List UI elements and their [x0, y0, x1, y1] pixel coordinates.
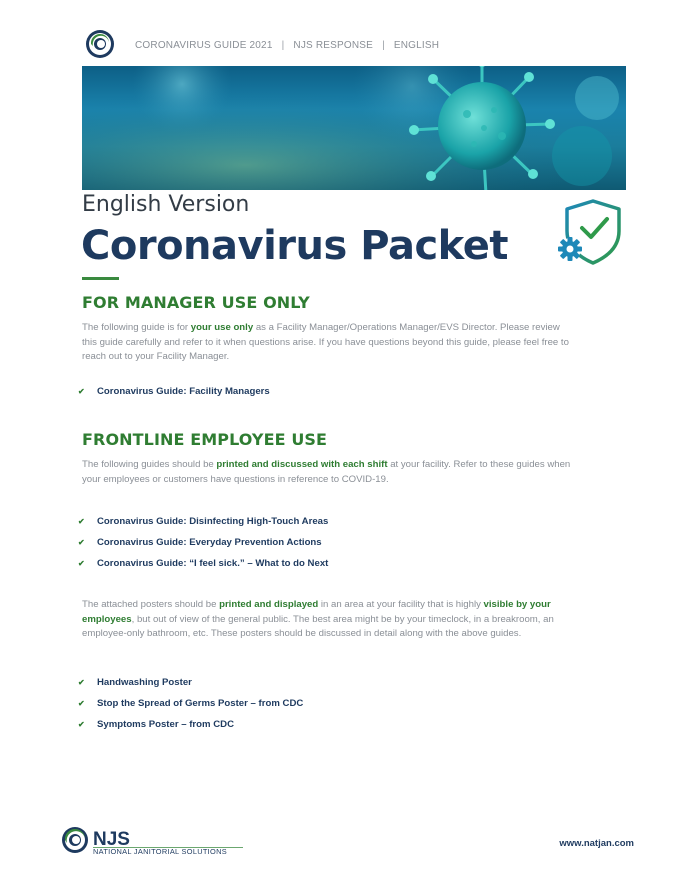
frontline-section-heading: FRONTLINE EMPLOYEE USE: [82, 430, 328, 449]
njs-swirl-logo-icon: [85, 29, 115, 59]
para-text: , but out of view of the general public. The best area might be by your timeclock, in a breakroom, an employee-only bathroom, etc. These posters should be discussed in detail along with the above guides.: [82, 613, 554, 639]
shield-check-gear-icon: [553, 197, 625, 267]
list-item[interactable]: [78, 381, 270, 402]
para-highlight: your use only: [190, 322, 254, 333]
para-text: at your facility. Refer to these guides when your employees or customers have questions in reference to COVID-19.: [82, 459, 571, 485]
list-item-label: Coronavirus Guide: Disinfecting High-Touch Areas: [97, 516, 329, 527]
list-item[interactable]: [78, 532, 328, 553]
para-text: in an area at your facility that is highly: [318, 599, 484, 610]
para-text: The attached posters should be: [82, 599, 220, 610]
frontline-guide-list: [78, 511, 328, 574]
check-icon: ✔: [78, 517, 85, 526]
check-icon: ✔: [78, 678, 85, 687]
check-icon: ✔: [78, 559, 85, 568]
check-icon: ✔: [78, 538, 85, 547]
footer-logo-letters: NJS: [93, 829, 130, 850]
virus-banner-image: [82, 66, 626, 190]
list-item[interactable]: [78, 672, 303, 693]
njs-footer-logo: [60, 826, 250, 856]
check-icon: ✔: [78, 720, 85, 729]
nav-language: ENGLISH: [393, 40, 440, 51]
nav-separator: |: [281, 40, 285, 51]
title-underline: [82, 277, 119, 280]
poster-list: [78, 672, 303, 735]
check-icon: ✔: [78, 387, 85, 396]
list-item-label: Stop the Spread of Germs Poster – from CDC: [97, 698, 304, 709]
nav-separator: |: [382, 40, 385, 51]
para-text: The following guide is for: [82, 322, 191, 333]
list-item[interactable]: [78, 511, 328, 532]
list-item[interactable]: [78, 553, 328, 574]
manager-section-heading: FOR MANAGER USE ONLY: [82, 293, 310, 312]
para-text: as a Facility Manager/Operations Manager/EVS Director. Please review this guide carefully and refer to it when questions arise. If you have questions beyond this guide, please feel free to reach out to your Facility Manager.: [82, 322, 569, 362]
frontline-section-paragraph: [82, 458, 574, 487]
nav-response: NJS RESPONSE: [293, 40, 374, 51]
para-text: The following guides should be: [82, 459, 217, 470]
list-item-label: Coronavirus Guide: “I feel sick.” – What to do Next: [97, 558, 329, 569]
list-item-label: Handwashing Poster: [97, 677, 192, 688]
check-icon: ✔: [78, 699, 85, 708]
para-highlight: printed and discussed with each shift: [216, 459, 388, 470]
para-highlight: printed and displayed: [219, 599, 319, 610]
header-nav: [135, 40, 439, 51]
list-item-label: Coronavirus Guide: Everyday Prevention Actions: [97, 537, 322, 548]
list-item[interactable]: [78, 693, 303, 714]
version-title: English Version: [82, 192, 250, 217]
manager-section-paragraph: [82, 321, 574, 365]
footer-logo-tagline: NATIONAL JANITORIAL SOLUTIONS: [93, 847, 227, 856]
list-item-label: Symptoms Poster – from CDC: [97, 719, 235, 730]
nav-guide: CORONAVIRUS GUIDE 2021: [135, 40, 273, 51]
footer-website-link[interactable]: www.natjan.com: [559, 838, 634, 849]
page-title: Coronavirus Packet: [81, 223, 508, 269]
posters-section-paragraph: [82, 598, 574, 642]
para-highlight: visible by your employees: [82, 599, 551, 625]
list-item-label: Coronavirus Guide: Facility Managers: [97, 386, 270, 397]
list-item[interactable]: [78, 714, 303, 735]
manager-guide-list: [78, 381, 270, 402]
